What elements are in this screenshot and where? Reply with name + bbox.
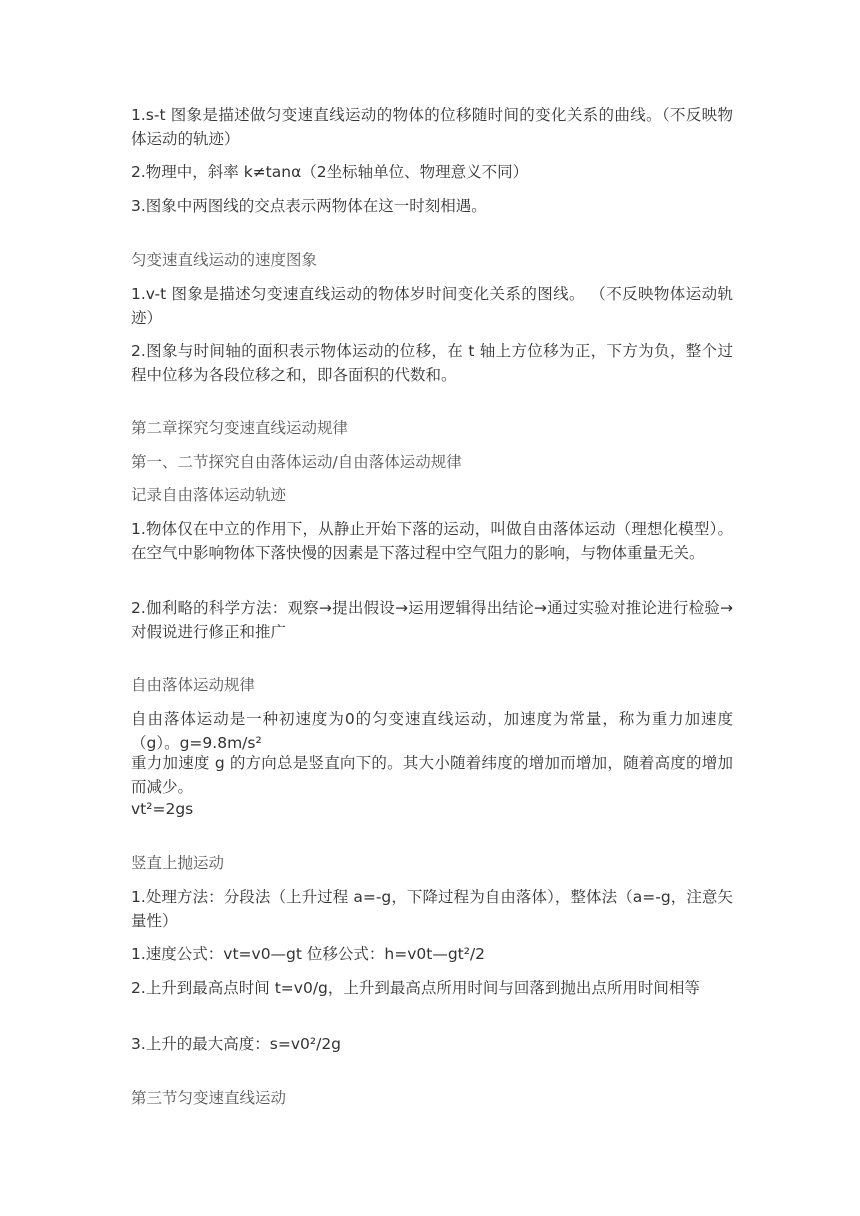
- vertical-throw-item-1: 1.处理方法：分段法（上升过程 a=-g，下降过程为自由落体），整体法（a=-g，注意矢量性）: [131, 888, 733, 930]
- vt-item-1: 1.v-t 图象是描述匀变速直线运动的物体岁时间变化关系的图线。 （不反映物体运动轨迹）: [131, 285, 733, 327]
- vertical-throw-item-2: 1.速度公式：vt=v0—gt 位移公式：h=v0t—gt²/2: [131, 945, 486, 963]
- free-fall-heading: 自由落体运动规律: [131, 676, 256, 694]
- chapter2-heading: 第二章探究匀变速直线运动规律: [131, 419, 349, 437]
- free-fall-formula: vt²=2gs: [131, 800, 194, 818]
- st-item-1: 1.s-t 图象是描述做匀变速直线运动的物体的位移随时间的变化关系的曲线。（不反映物体运动的轨迹）: [131, 106, 733, 148]
- st-item-2: 2.物理中，斜率 k≠tanα（2坐标轴单位、物理意义不同）: [131, 163, 529, 181]
- section3-heading: 第三节匀变速直线运动: [131, 1089, 287, 1107]
- vt-heading: 匀变速直线运动的速度图象: [131, 251, 318, 269]
- free-fall-line-1: 自由落体运动是一种初速度为0的匀变速直线运动，加速度为常量，称为重力加速度（g）。g=9.8m/s²: [131, 710, 733, 752]
- vertical-throw-item-3: 2.上升到最高点时间 t=v0/g，上升到最高点所用时间与回落到抛出点所用时间相等: [131, 979, 700, 997]
- vertical-throw-heading: 竖直上抛运动: [131, 854, 225, 872]
- vertical-throw-item-4: 3.上升的最大高度：s=v0²/2g: [131, 1035, 342, 1053]
- record-heading: 记录自由落体运动轨迹: [131, 486, 287, 504]
- chapter2-item-1: 1.物体仅在中立的作用下，从静止开始下落的运动，叫做自由落体运动（理想化模型）。在空气中影响物体下落快慢的因素是下落过程中空气阻力的影响，与物体重量无关。: [131, 520, 733, 562]
- chapter2-subheading: 第一、二节探究自由落体运动/自由落体运动规律: [131, 453, 462, 471]
- free-fall-line-2: 重力加速度 g 的方向总是竖直向下的。其大小随着纬度的增加而增加，随着高度的增加而减少。: [131, 754, 733, 796]
- vt-item-2: 2.图象与时间轴的面积表示物体运动的位移，在 t 轴上方位移为正，下方为负，整个过程中位移为各段位移之和，即各面积的代数和。: [131, 342, 733, 384]
- st-item-3: 3.图象中两图线的交点表示两物体在这一时刻相遇。: [131, 197, 487, 215]
- chapter2-item-2: 2.伽利略的科学方法：观察→提出假设→运用逻辑得出结论→通过实验对推论进行检验→对假说进行修正和推广: [131, 599, 733, 641]
